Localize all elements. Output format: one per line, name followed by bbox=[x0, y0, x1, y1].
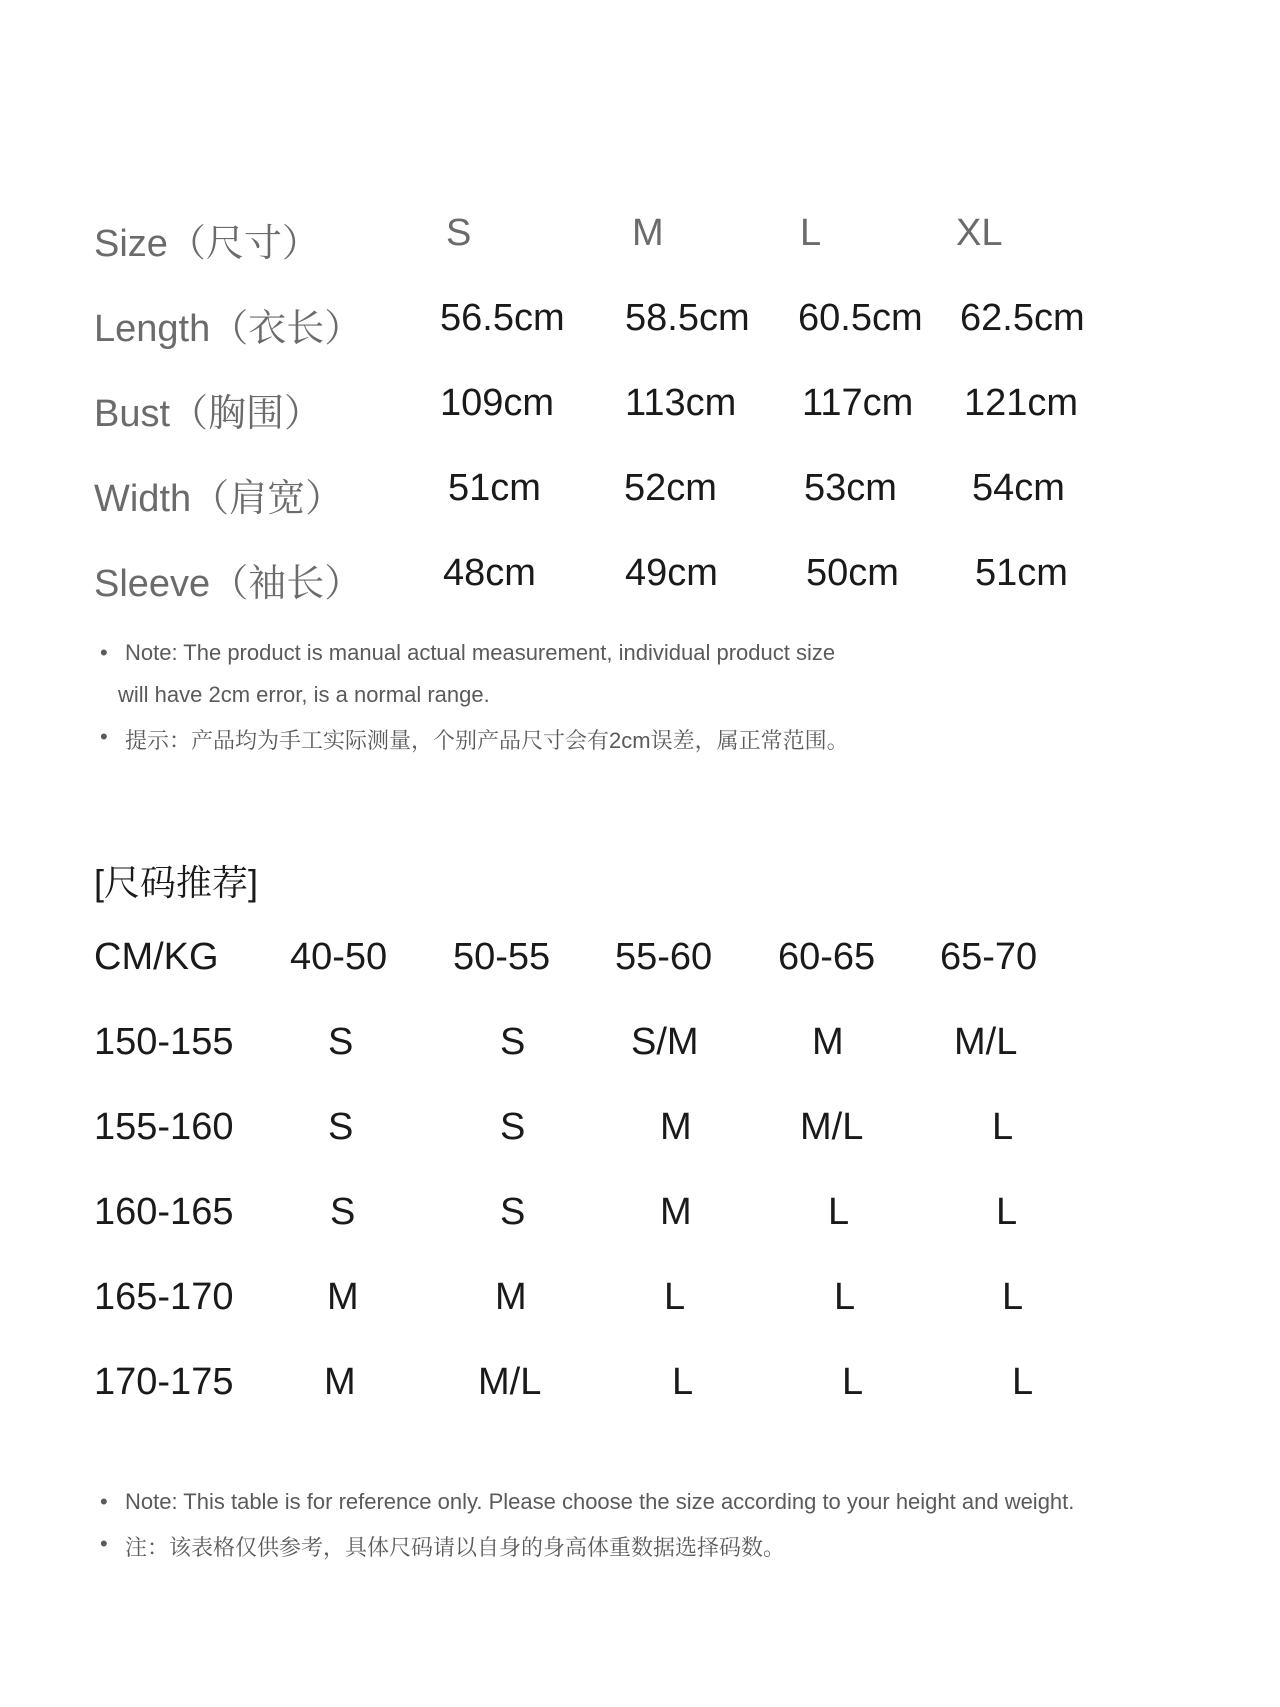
rec-cell: S bbox=[500, 1191, 526, 1233]
rec-cell: S/M bbox=[631, 1021, 699, 1063]
height-label: 170-175 bbox=[94, 1361, 234, 1403]
note-en: Note: This table is for reference only. Please choose the size according to your height and weight. bbox=[125, 1489, 1075, 1514]
rec-cell: L bbox=[834, 1276, 856, 1318]
corner-label: CM/KG bbox=[94, 936, 219, 978]
length-m: 58.5cm bbox=[625, 297, 750, 339]
size-head-s: S bbox=[446, 212, 472, 254]
weight-head: 65-70 bbox=[940, 936, 1038, 978]
length-s: 56.5cm bbox=[440, 297, 565, 339]
note-zh: 注：该表格仅供参考，具体尺码请以自身的身高体重数据选择码数。 bbox=[125, 1535, 786, 1560]
bust-m: 113cm bbox=[625, 382, 737, 424]
note-bullet: • bbox=[100, 640, 108, 665]
weight-head: 40-50 bbox=[290, 936, 388, 978]
sleeve-l: 50cm bbox=[806, 552, 899, 594]
rec-cell: L bbox=[664, 1276, 686, 1318]
sleeve-m: 49cm bbox=[625, 552, 718, 594]
rec-cell: S bbox=[328, 1021, 354, 1063]
width-m: 52cm bbox=[624, 467, 717, 509]
bust-xl: 121cm bbox=[964, 382, 1079, 424]
rec-cell: L bbox=[672, 1361, 694, 1403]
row-label-bust: Bust（胸围） bbox=[94, 393, 323, 435]
rec-cell: L bbox=[1012, 1361, 1034, 1403]
note-en-line1: Note: The product is manual actual measurement, individual product size bbox=[125, 640, 836, 665]
recommendation-title: [尺码推荐] bbox=[94, 862, 259, 903]
height-label: 150-155 bbox=[94, 1021, 234, 1063]
rec-cell: M bbox=[812, 1021, 844, 1063]
sleeve-xl: 51cm bbox=[975, 552, 1068, 594]
width-l: 53cm bbox=[804, 467, 897, 509]
rec-cell: L bbox=[842, 1361, 864, 1403]
size-head-m: M bbox=[632, 212, 664, 254]
rec-cell: S bbox=[500, 1106, 526, 1148]
note-bullet: • bbox=[100, 1489, 108, 1514]
rec-cell: L bbox=[996, 1191, 1018, 1233]
rec-cell: M bbox=[660, 1106, 692, 1148]
size-header-label: Size（尺寸） bbox=[94, 223, 320, 265]
rec-cell: M bbox=[324, 1361, 356, 1403]
bust-s: 109cm bbox=[440, 382, 555, 424]
note-bullet: • bbox=[100, 724, 108, 749]
row-label-width: Width（肩宽） bbox=[94, 478, 344, 520]
length-l: 60.5cm bbox=[798, 297, 923, 339]
row-label-length: Length（衣长） bbox=[94, 308, 363, 350]
rec-cell: M bbox=[327, 1276, 359, 1318]
rec-cell: M bbox=[495, 1276, 527, 1318]
rec-cell: L bbox=[1002, 1276, 1024, 1318]
size-head-l: L bbox=[800, 212, 822, 254]
sleeve-s: 48cm bbox=[443, 552, 536, 594]
height-label: 165-170 bbox=[94, 1276, 234, 1318]
rec-cell: S bbox=[330, 1191, 356, 1233]
rec-cell: M/L bbox=[954, 1021, 1018, 1063]
weight-head: 50-55 bbox=[453, 936, 551, 978]
bust-l: 117cm bbox=[802, 382, 914, 424]
size-head-xl: XL bbox=[956, 212, 1003, 254]
rec-cell: M/L bbox=[800, 1106, 864, 1148]
weight-head: 60-65 bbox=[778, 936, 876, 978]
width-xl: 54cm bbox=[972, 467, 1065, 509]
height-label: 155-160 bbox=[94, 1106, 234, 1148]
rec-cell: S bbox=[328, 1106, 354, 1148]
length-xl: 62.5cm bbox=[960, 297, 1085, 339]
rec-cell: L bbox=[992, 1106, 1014, 1148]
rec-cell: M/L bbox=[478, 1361, 542, 1403]
rec-cell: M bbox=[660, 1191, 692, 1233]
row-label-sleeve: Sleeve（袖长） bbox=[94, 563, 363, 605]
height-label: 160-165 bbox=[94, 1191, 234, 1233]
note-zh: 提示：产品均为手工实际测量，个别产品尺寸会有2cm误差，属正常范围。 bbox=[125, 728, 849, 753]
note-en-line2: will have 2cm error, is a normal range. bbox=[118, 682, 490, 707]
note-bullet: • bbox=[100, 1531, 108, 1556]
weight-head: 55-60 bbox=[615, 936, 713, 978]
width-s: 51cm bbox=[448, 467, 541, 509]
rec-cell: S bbox=[500, 1021, 526, 1063]
rec-cell: L bbox=[828, 1191, 850, 1233]
